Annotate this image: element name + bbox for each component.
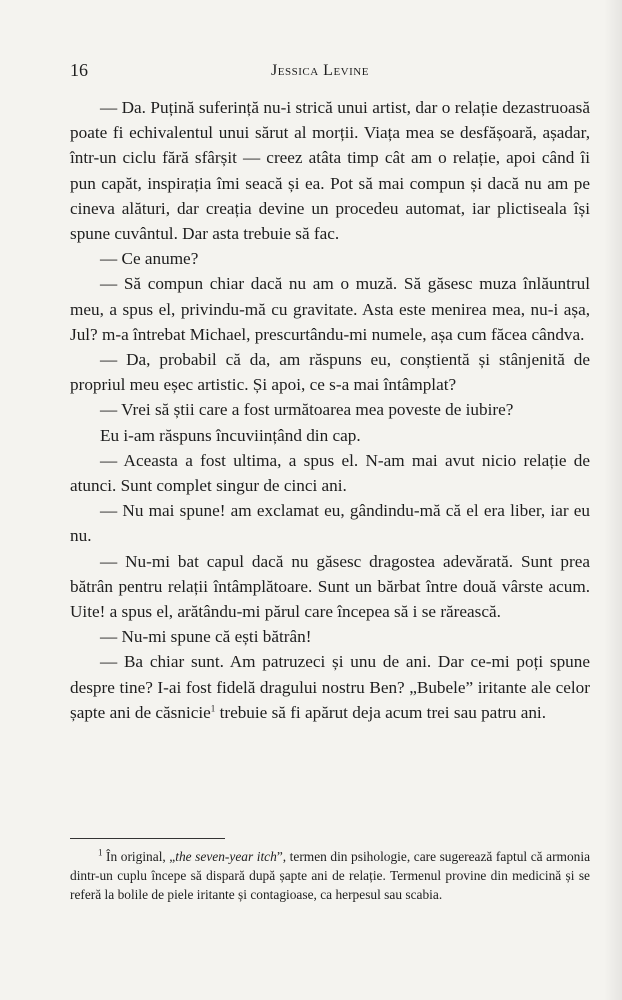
page-edge-shadow <box>604 0 622 1000</box>
running-head: Jessica Levine <box>271 62 369 79</box>
paragraph: — Da, probabil că da, am răspuns eu, conștientă și stânjenită de propriul meu eșec artistic. Și apoi, ce s-a mai întâmplat? <box>70 350 590 395</box>
page-header <box>70 60 570 84</box>
paragraph: — Nu mai spune! am exclamat eu, gândindu-mă că el era liber, iar eu nu. <box>70 501 590 546</box>
page-number: 16 <box>70 60 88 80</box>
paragraph <box>70 649 590 725</box>
footnote <box>70 847 590 905</box>
body-text <box>70 95 590 725</box>
paragraph: — Nu-mi spune că ești bătrân! <box>100 627 312 647</box>
footnote-reference: 1 <box>210 703 216 714</box>
paragraph: Eu i-am răspuns încuviințând din cap. <box>100 425 361 445</box>
paragraph: — Da. Puțină suferință nu-i strică unui artist, dar o relație dezastruoasă poate fi echivalentul unui sărut al morții. Viața mea se desfășoară, așadar, într-un ciclu fără sfârșit — creez atâta timp cât am o relație, apoi când îi pun capăt, inspirația îmi seacă și ea. Pot să mai compun și dacă nu am pe cineva alături, dar creația devine un procedeu automat, iar plictiseala își spune cuvântul. Dar asta trebuie să fac. <box>70 98 590 244</box>
paragraph: — Vrei să știi care a fost următoarea mea poveste de iubire? <box>100 400 514 420</box>
paragraph: — Să compun chiar dacă nu am o muză. Să găsesc muza înlăuntrul meu, a spus el, privindu-mă cu gravitate. Asta este menirea mea, nu-i așa, Jul? m-a întrebat Michael, prescurtându-mi numele, așa cum făcea cândva. <box>70 274 590 344</box>
footnote-divider <box>70 838 225 839</box>
footnote-italic-term: the seven-year itch <box>175 849 277 864</box>
paragraph-text: trebuie să fi apărut deja acum trei sau patru ani. <box>215 702 546 722</box>
footnote-text-part: ”, termen din psihologie, care sugerează faptul că armonia dintr-un cuplu începe să dispară după șapte ani de relație. Termenul provine din medicină și se referă la bolile de piele iritante și contagioase, ca herpesul sau scabia. <box>70 849 591 903</box>
paragraph: — Nu-mi bat capul dacă nu găsesc dragostea adevărată. Sunt prea bătrân pentru relații întâmplătoare. Sunt un bărbat între două vârste acum. Uite! a spus el, arătându-mi părul care începea să i se rărească. <box>70 551 590 622</box>
footnote-marker: 1 <box>98 847 103 858</box>
paragraph-text: — Ba chiar sunt. Am patruzeci și unu de ani. Dar ce-mi poți spune despre tine? I-ai fost fidelă dragului nostru Ben? „Bubele” iritante ale celor șapte ani de căsnicie <box>70 652 590 722</box>
footnote-text <box>70 847 590 905</box>
paragraph: — Ce anume? <box>100 249 199 269</box>
footnote-text-part: În original, „ <box>102 849 176 864</box>
paragraph: — Aceasta a fost ultima, a spus el. N-am mai avut nicio relație de atunci. Sunt complet singur de cinci ani. <box>70 450 590 496</box>
